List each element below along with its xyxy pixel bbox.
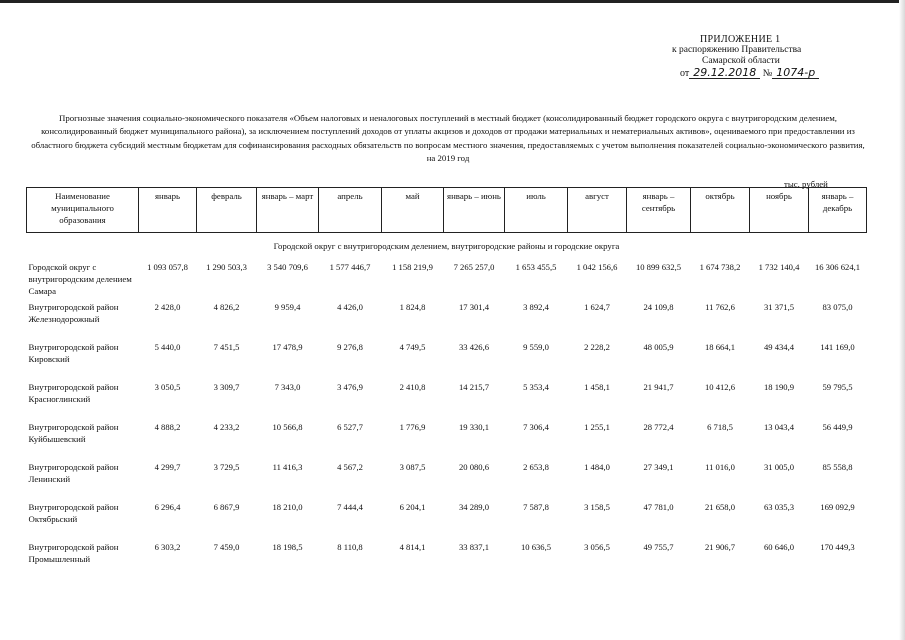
- table-cell: 141 169,0: [820, 342, 855, 352]
- table-cell: 4 826,2: [213, 302, 240, 312]
- table-cell: 56 449,9: [822, 422, 853, 432]
- table-cell: 27 349,1: [643, 462, 674, 472]
- table-cell: 1 674 738,2: [699, 262, 741, 272]
- document-heading: Прогнозные значения социально-экономического показателя «Объем налоговых и неналоговых поступлений в местный бюджет (консолидированный бюджет городского округа с внутригородским делением, консолидированный бюджет муниципального района), за исключением поступлений доходов от уплаты акцизов и доходов от продажи материальных и нематериальных активов», оцениваемого при предоставлении из областного бюджета субсидий местным бюджетам для софинансирования расходных обязательств по вопросам местного значения, предоставляемых с учетом выполнения показателей социально-экономического развития, на 2019 год: [31, 113, 865, 163]
- table-cell: 170 449,3: [820, 542, 855, 552]
- table-row: [27, 341, 867, 381]
- table-cell: 17 301,4: [458, 302, 490, 312]
- table-cell: 6 204,1: [399, 502, 426, 512]
- table-cell: 169 092,9: [820, 502, 855, 512]
- table-cell: 3 158,5: [584, 502, 610, 512]
- table-cell: 4 888,2: [154, 422, 181, 432]
- appendix-title: ПРИЛОЖЕНИЕ 1: [700, 34, 781, 45]
- table-cell: 1 158 219,9: [392, 262, 433, 272]
- column-header: ноябрь: [750, 188, 809, 233]
- table-cell: 11 416,3: [272, 462, 303, 472]
- column-header: август: [568, 188, 627, 233]
- column-header: январь: [139, 188, 197, 233]
- table-cell: 24 109,8: [643, 302, 674, 312]
- table-cell: 16 306 624,1: [814, 262, 861, 272]
- table-cell: 33 837,1: [458, 542, 490, 552]
- table-cell: 6 527,7: [337, 422, 363, 432]
- from-label: от: [680, 68, 690, 79]
- table-header-row: [27, 188, 867, 233]
- table-cell: 4 749,5: [399, 342, 426, 352]
- handwritten-date: 29.12.2018: [689, 67, 760, 79]
- table-cell: 60 646,0: [763, 542, 795, 552]
- table-cell: 34 289,0: [458, 502, 490, 512]
- table-cell: 11 016,0: [705, 462, 735, 472]
- table-cell: 3 087,5: [399, 462, 426, 472]
- table-cell: 59 795,5: [822, 382, 853, 392]
- table-cell: 18 664,1: [704, 342, 736, 352]
- table-cell: 83 075,0: [822, 302, 853, 312]
- table-cell: 10 566,8: [272, 422, 303, 432]
- appendix-block: [660, 34, 870, 79]
- column-header: январь – март: [257, 188, 319, 233]
- table-cell: 1 290 503,3: [206, 262, 247, 272]
- table-cell: 6 867,9: [213, 502, 240, 512]
- table-cell: 1 042 156,6: [576, 262, 618, 272]
- row-name: Городской округ с внутригородским делением Самара: [28, 262, 132, 296]
- column-header: Наименование муниципального образования: [27, 188, 139, 233]
- column-header: май: [382, 188, 444, 233]
- section-row: [27, 233, 867, 262]
- table-cell: 7 459,0: [213, 542, 240, 552]
- table-cell: 7 451,5: [213, 342, 240, 352]
- table-cell: 4 299,7: [154, 462, 181, 472]
- table-row: [27, 301, 867, 341]
- row-name: Внутригородской район Железнодорожный: [28, 302, 119, 324]
- table-cell: 4 233,2: [213, 422, 240, 432]
- row-name: Внутригородской район Кировский: [28, 342, 119, 364]
- column-header: январь – декабрь: [809, 188, 867, 233]
- table-cell: 1 776,9: [399, 422, 426, 432]
- number-label: №: [762, 68, 773, 79]
- row-name: Внутригородской район Ленинский: [28, 462, 119, 484]
- table-cell: 3 892,4: [523, 302, 549, 312]
- column-header: октябрь: [691, 188, 750, 233]
- table-cell: 47 781,0: [643, 502, 674, 512]
- table-cell: 6 718,5: [707, 422, 733, 432]
- table-cell: 6 296,4: [154, 502, 181, 512]
- table-cell: 21 658,0: [704, 502, 736, 512]
- column-header: июль: [505, 188, 568, 233]
- table-cell: 5 353,4: [523, 382, 549, 392]
- handwritten-number: 1074-р: [772, 67, 819, 79]
- table-cell: 10 636,5: [520, 542, 552, 552]
- table-cell: 11 762,6: [705, 302, 735, 312]
- row-name: Внутригородской район Куйбышевский: [28, 422, 119, 444]
- table-cell: 18 198,5: [272, 542, 303, 552]
- table-cell: 1 653 455,5: [515, 262, 557, 272]
- table-cell: 4 567,2: [337, 462, 363, 472]
- table-cell: 6 303,2: [154, 542, 181, 552]
- table-cell: 28 772,4: [643, 422, 674, 432]
- table-cell: 3 309,7: [213, 382, 240, 392]
- column-header: апрель: [319, 188, 382, 233]
- table-cell: 3 056,5: [584, 542, 610, 552]
- table-cell: 17 478,9: [272, 342, 303, 352]
- appendix-order-line: к распоряжению Правительства: [672, 45, 802, 55]
- table-cell: 63 035,3: [763, 502, 795, 512]
- table-cell: 1 824,8: [399, 302, 426, 312]
- table-cell: 2 653,8: [523, 462, 549, 472]
- table-row: [27, 261, 867, 301]
- section-title: Городской округ с внутригородским делением, внутригородские районы и городские округа: [273, 241, 620, 251]
- table-cell: 7 587,8: [523, 502, 549, 512]
- table-cell: 10 412,6: [704, 382, 736, 392]
- table-cell: 1 255,1: [584, 422, 610, 432]
- table-cell: 1 484,0: [584, 462, 610, 472]
- table-cell: 31 005,0: [763, 462, 795, 472]
- table-cell: 3 540 709,6: [267, 262, 308, 272]
- table-cell: 13 043,4: [763, 422, 795, 432]
- table-cell: 31 371,5: [763, 302, 795, 312]
- top-border-line: [0, 0, 905, 3]
- table-cell: 49 755,7: [643, 542, 674, 552]
- table-cell: 18 190,9: [763, 382, 795, 392]
- table-cell: 2 228,2: [584, 342, 610, 352]
- table-cell: 5 440,0: [154, 342, 181, 352]
- table-row: [27, 381, 867, 421]
- row-name: Внутригородской район Красноглинский: [28, 382, 119, 404]
- table-cell: 4 814,1: [399, 542, 426, 552]
- table-cell: 1 458,1: [584, 382, 610, 392]
- table-cell: 3 050,5: [154, 382, 181, 392]
- table-cell: 9 276,8: [337, 342, 363, 352]
- column-header: февраль: [197, 188, 257, 233]
- table-cell: 2 410,8: [399, 382, 426, 392]
- table-row: [27, 421, 867, 461]
- appendix-date-number-line: [680, 67, 870, 79]
- table-row: [27, 461, 867, 501]
- table-cell: 7 265 257,0: [453, 262, 495, 272]
- table-cell: 3 476,9: [337, 382, 363, 392]
- table-cell: 1 732 140,4: [758, 262, 800, 272]
- table-cell: 7 306,4: [523, 422, 549, 432]
- table-cell: 3 729,5: [213, 462, 240, 472]
- row-name: Внутригородской район Промышленный: [28, 542, 119, 564]
- row-name: Внутригородской район Октябрьский: [28, 502, 119, 524]
- appendix-region-line: Самарской области: [702, 56, 780, 66]
- table-cell: 8 110,8: [337, 542, 363, 552]
- table-cell: 49 434,4: [763, 342, 795, 352]
- table-row: [27, 501, 867, 541]
- table-cell: 1 624,7: [584, 302, 610, 312]
- table-cell: 7 444,4: [337, 502, 363, 512]
- table-cell: 7 343,0: [274, 382, 301, 392]
- table-cell: 21 906,7: [704, 542, 736, 552]
- table-cell: 9 959,4: [274, 302, 301, 312]
- unit-label: тыс. рублей: [784, 179, 828, 189]
- page-edge-shadow: [899, 0, 905, 640]
- table-cell: 33 426,6: [458, 342, 490, 352]
- indicator-table: [26, 187, 867, 581]
- table-cell: 10 899 632,5: [635, 262, 682, 272]
- column-header: январь – июнь: [444, 188, 505, 233]
- table-cell: 85 558,8: [822, 462, 853, 472]
- column-header: январь – сентябрь: [627, 188, 691, 233]
- table-row: [27, 541, 867, 581]
- table-cell: 1 577 446,7: [329, 262, 371, 272]
- table-cell: 18 210,0: [272, 502, 303, 512]
- table-cell: 2 428,0: [154, 302, 181, 312]
- table-cell: 14 215,7: [458, 382, 490, 392]
- table-cell: 19 330,1: [458, 422, 490, 432]
- table-cell: 4 426,0: [337, 302, 363, 312]
- table-cell: 1 093 057,8: [147, 262, 188, 272]
- table-cell: 20 080,6: [458, 462, 490, 472]
- table-cell: 9 559,0: [523, 342, 549, 352]
- table-cell: 48 005,9: [643, 342, 674, 352]
- table-cell: 21 941,7: [643, 382, 674, 392]
